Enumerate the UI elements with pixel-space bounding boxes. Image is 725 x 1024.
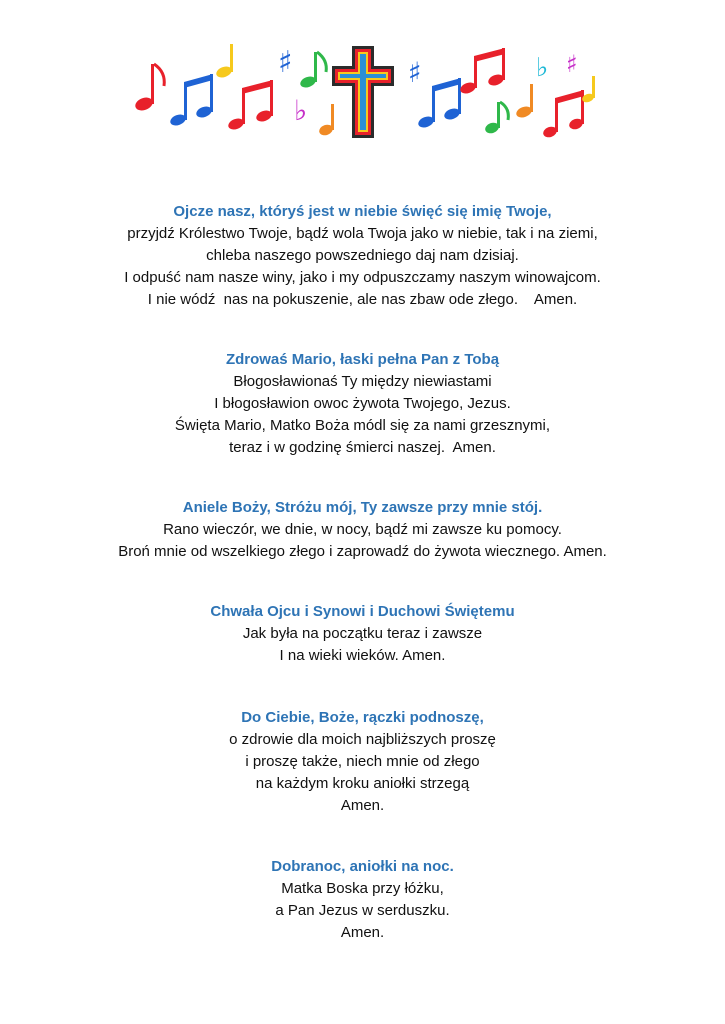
prayer-title: Dobranoc, aniołki na noc. xyxy=(271,858,454,875)
svg-text:♭: ♭ xyxy=(536,53,549,83)
prayer-line: a Pan Jezus w serduszku. xyxy=(275,902,450,919)
flat-icon xyxy=(536,53,548,83)
header-banner xyxy=(126,42,600,142)
prayer-aniele-bozy xyxy=(0,497,725,563)
prayer-line: teraz i w godzinę śmierci naszej. Amen. xyxy=(229,439,496,456)
prayer-line: na każdym kroku aniołki strzegą xyxy=(255,775,470,792)
cross-icon xyxy=(332,46,394,138)
prayer-line: i proszę także, niech mnie od złego xyxy=(245,753,480,770)
prayer-line: I nie wódź nas na pokuszenie, ale nas zbaw ode złego. Amen. xyxy=(147,291,578,308)
prayer-line: Matka Boska przy łóżku, xyxy=(281,880,444,897)
prayer-line: Amen. xyxy=(340,924,385,941)
prayer-title: Chwała Ojcu i Synowi i Duchowi Świętemu xyxy=(210,603,515,620)
svg-text:♯: ♯ xyxy=(408,56,422,89)
prayer-line: Błogosławionaś Ty między niewiastami xyxy=(233,373,492,390)
prayer-zdrowas-mario xyxy=(0,349,725,459)
prayer-line: I odpuść nam nasze winy, jako i my odpuszczamy naszym winowajcom. xyxy=(124,269,601,286)
prayer-line: I błogosławion owoc żywota Twojego, Jezus. xyxy=(214,395,511,412)
prayer-line: Broń mnie od wszelkiego złego i zaprowadź do żywota wiecznego. Amen. xyxy=(118,543,607,560)
eighth-note-icon xyxy=(318,104,335,137)
prayer-line: Święta Mario, Matko Boża módl się za nami grzesznymi, xyxy=(174,417,551,434)
svg-text:♯: ♯ xyxy=(566,50,578,78)
prayer-title: Zdrowaś Mario, łaski pełna Pan z Tobą xyxy=(225,351,500,368)
sharp-icon xyxy=(566,50,578,78)
sharp-icon xyxy=(408,56,422,89)
prayer-title: Do Ciebie, Boże, rączki podnoszę, xyxy=(241,709,484,726)
eighth-note-icon xyxy=(581,76,595,104)
beamed-notes-icon xyxy=(169,74,213,127)
prayer-line: Jak była na początku teraz i zawsze xyxy=(242,625,483,642)
prayers-content xyxy=(0,201,725,944)
prayer-ojcze-nasz xyxy=(0,201,725,311)
prayer-line: Amen. xyxy=(340,797,385,814)
prayer-line: Rano wieczór, we dnie, w nocy, bądź mi zawsze ku pomocy. xyxy=(163,521,562,538)
eighth-note-icon xyxy=(133,64,164,113)
music-notes-banner xyxy=(126,42,600,142)
prayer-line: przyjdź Królestwo Twoje, bądź wola Twoja jako w niebie, tak i na ziemi, xyxy=(127,225,598,242)
svg-text:♭: ♭ xyxy=(294,94,308,127)
prayer-dobranoc xyxy=(0,856,725,944)
prayer-line: chleba naszego powszedniego daj nam dzisiaj. xyxy=(206,247,519,264)
svg-text:♯: ♯ xyxy=(278,45,293,80)
eighth-note-icon xyxy=(484,102,509,135)
prayer-do-ciebie-boze xyxy=(0,707,725,817)
prayer-line: o zdrowie dla moich najbliższych proszę xyxy=(229,731,496,748)
prayer-title: Aniele Boży, Stróżu mój, Ty zawsze przy mnie stój. xyxy=(182,499,543,516)
quarter-note-icon xyxy=(515,84,533,119)
beamed-notes-icon xyxy=(542,90,585,139)
prayer-title: Ojcze nasz, któryś jest w niebie święć się imię Twoje, xyxy=(173,203,552,220)
eighth-note-icon xyxy=(299,52,327,89)
flat-icon xyxy=(294,94,307,127)
sharp-icon xyxy=(278,45,293,80)
prayer-chwala-ojcu xyxy=(0,601,725,667)
beamed-notes-icon xyxy=(417,78,461,129)
beamed-notes-icon xyxy=(227,80,273,131)
quarter-note-icon xyxy=(215,44,233,79)
prayer-line: I na wieki wieków. Amen. xyxy=(279,647,446,664)
beamed-notes-icon xyxy=(459,48,505,95)
